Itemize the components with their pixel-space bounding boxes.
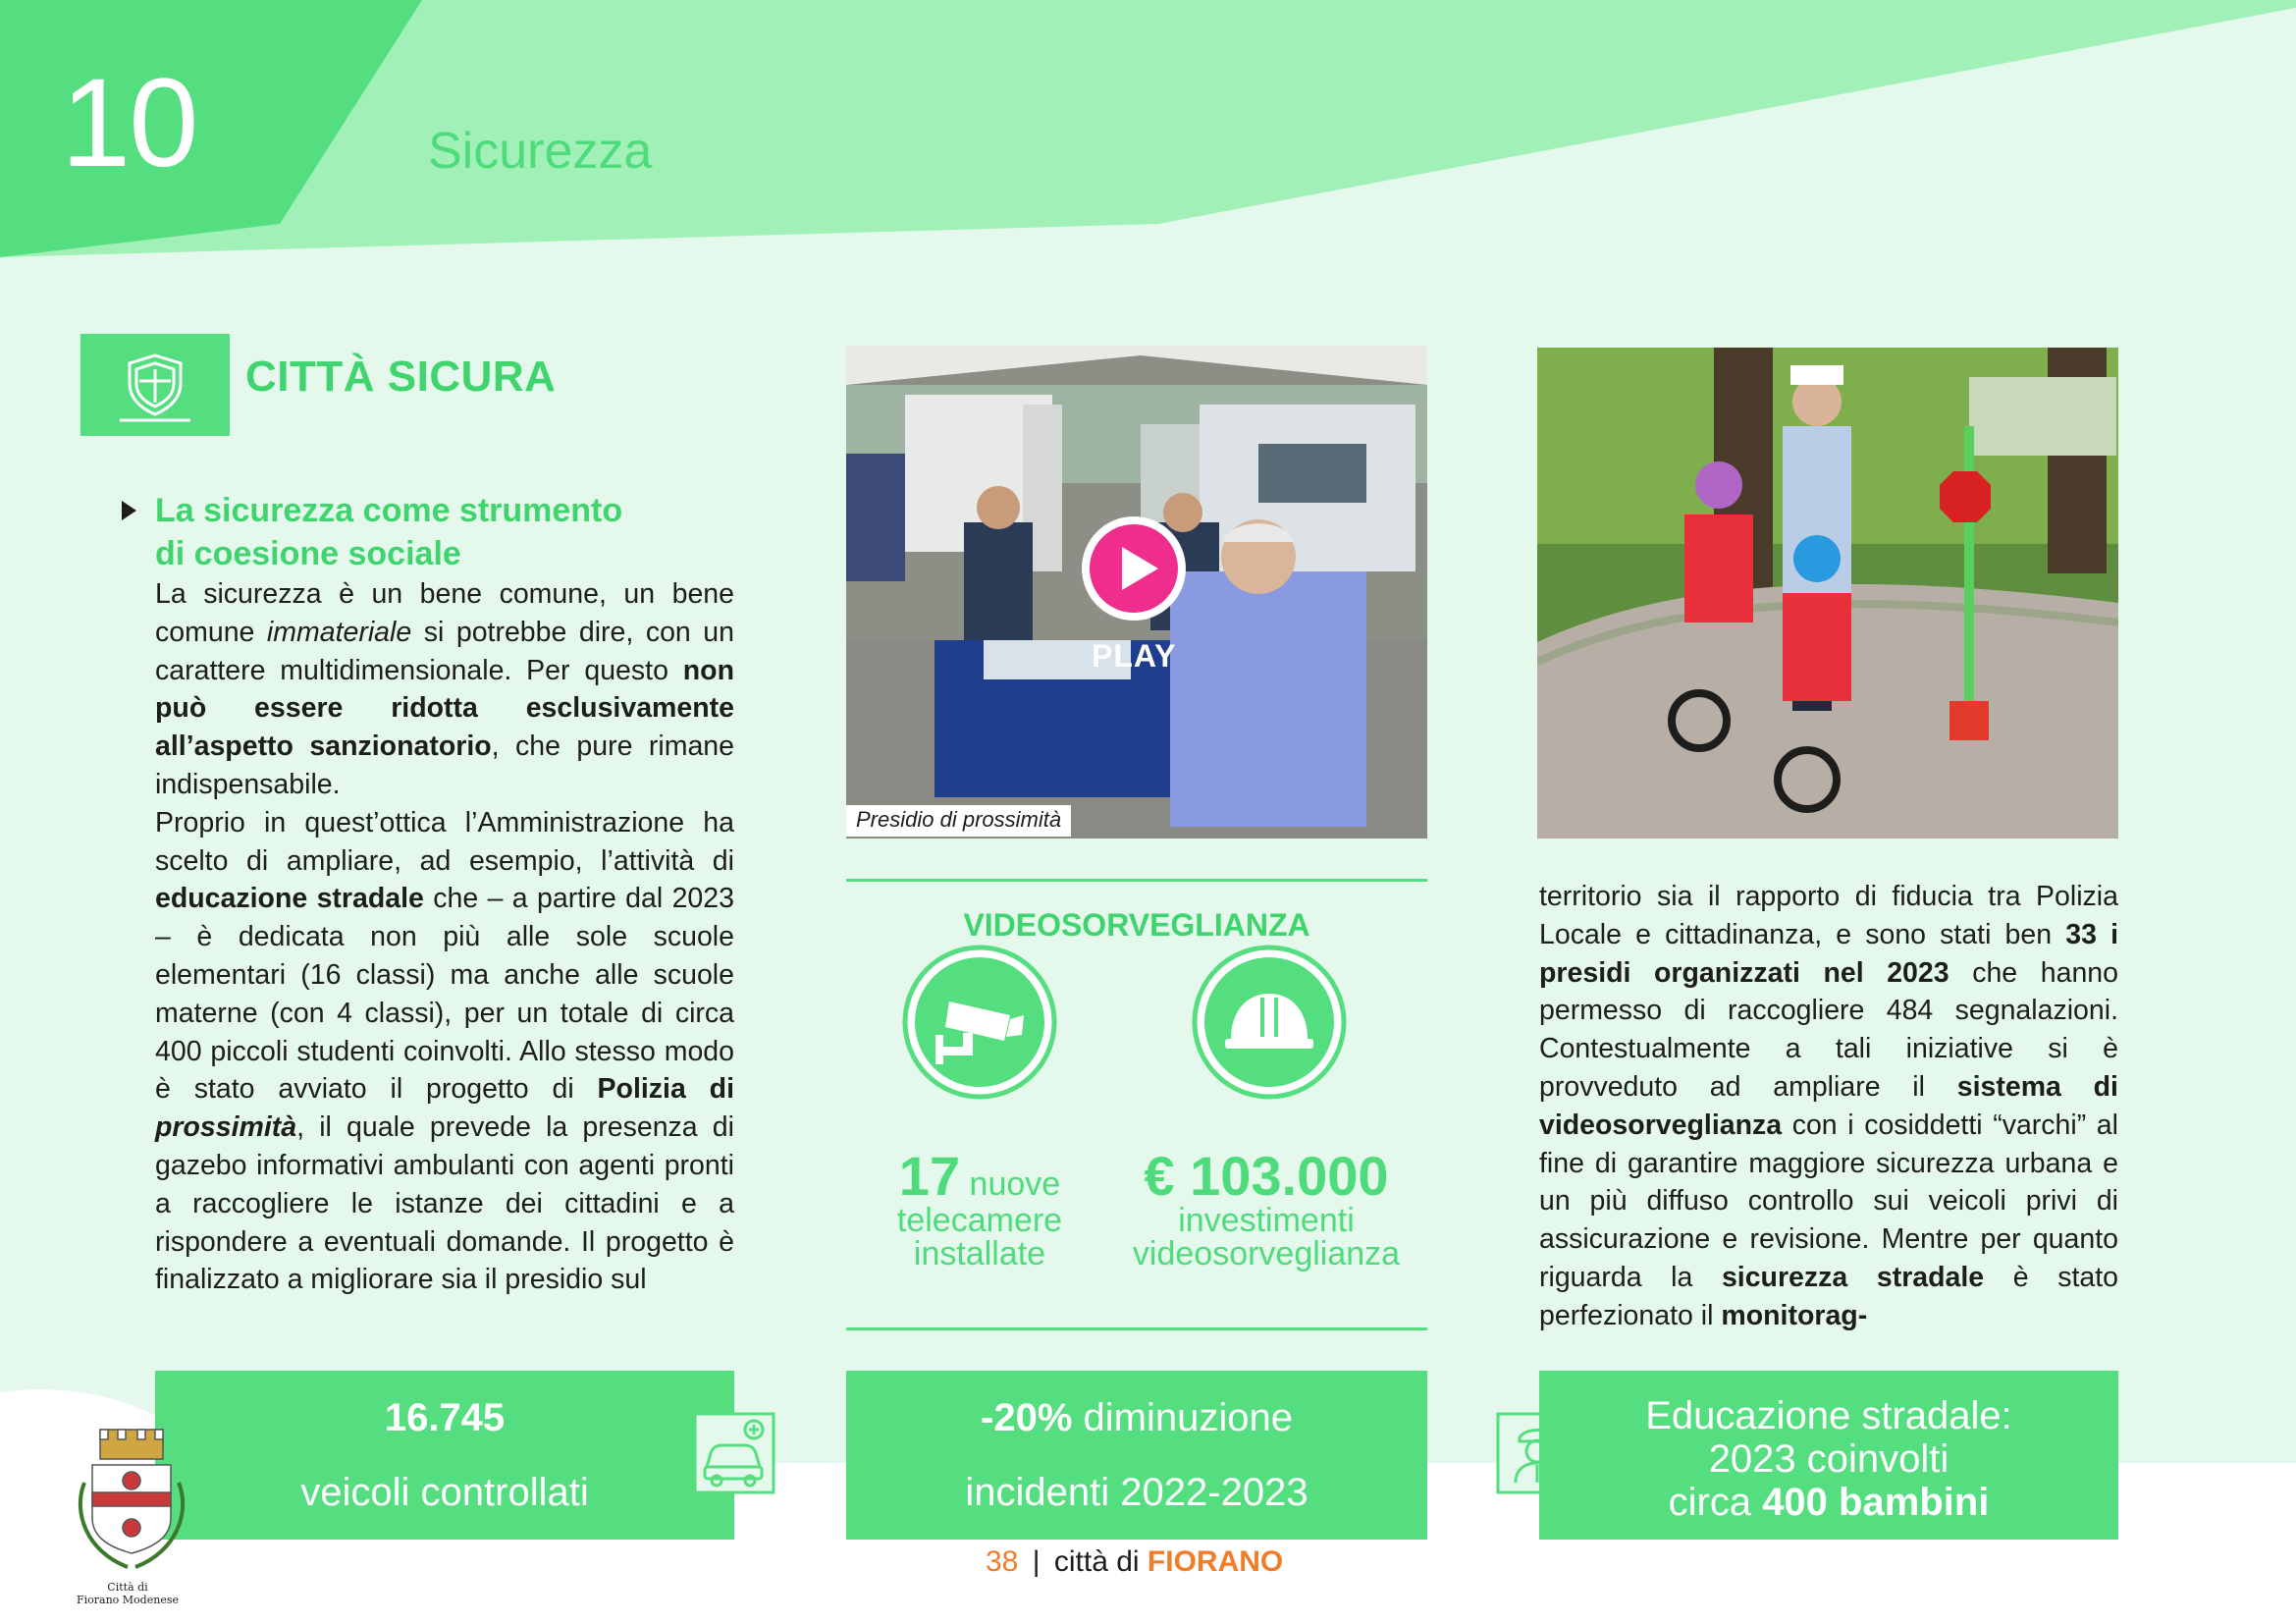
chapter-number: 10: [61, 53, 197, 193]
footer-prefix: città di: [1053, 1545, 1148, 1578]
play-label[interactable]: PLAY: [1092, 638, 1177, 674]
subheading: [155, 489, 705, 575]
stat-investment: € 103.000 investimenti videosorveglianza: [1111, 1149, 1421, 1271]
divider-bottom: [846, 1327, 1427, 1330]
stat-box-education: [1539, 1371, 2118, 1540]
incidents-reduction: -20% diminuzione: [981, 1396, 1293, 1439]
footer-brand: FIORANO: [1147, 1545, 1284, 1578]
road-education-photo: [1537, 348, 2118, 839]
bullet-arrow-icon: [122, 501, 136, 520]
column1-body: [155, 575, 734, 1299]
chapter-title: Sicurezza: [428, 123, 653, 180]
education-title: Educazione stradale:: [1645, 1394, 2012, 1437]
education-count: circa 400 bambini: [1668, 1481, 1990, 1524]
shield-icon: [80, 334, 230, 436]
logo-caption: Città di Fiorano Modenese: [77, 1581, 179, 1606]
vehicles-count: 16.745: [384, 1396, 506, 1439]
vehicles-label: veicoli controllati: [300, 1471, 589, 1514]
hard-hat-icon: [1192, 945, 1347, 1100]
stat-box-incidents: [846, 1371, 1427, 1540]
police-car-icon: [693, 1412, 775, 1494]
section-title: CITTÀ SICURA: [245, 352, 557, 401]
play-icon[interactable]: [1078, 513, 1190, 624]
education-year: 2023 coinvolti: [1708, 1437, 1949, 1481]
cctv-camera-icon: [902, 945, 1057, 1100]
column3-body: territorio sia il rapporto di fiducia tra Polizia Locale e cittadinanza, e sono stati ben 33 i presidi organizzati nel 2023 che hanno permesso di raccogliere 484 segnalazioni. Contestualmente a tali iniziative si è provveduto ad ampliare il sistema di videosorveglianza con i cosiddetti “varchi” al fine di garantire maggiore sicurezza urbana e un più diffuso controllo sui veicoli privi di assicurazione e revisione. Mentre per quanto riguarda la sicurezza stradale è stato perfezionato il monitorag-: [1539, 881, 2118, 1331]
subheading-line-2: di coesione sociale: [155, 535, 461, 572]
coat-of-arms-icon: [63, 1424, 200, 1579]
stat-cameras: 17 nuove telecamere installate: [896, 1145, 1063, 1272]
subheading-line-1: La sicurezza come strumento: [155, 492, 623, 529]
investment-amount: € 103.000: [1144, 1145, 1389, 1207]
footer-separator: |: [1032, 1545, 1041, 1578]
stat-box-vehicles: [155, 1371, 734, 1540]
divider-top: [846, 879, 1427, 882]
paragraph-1: La sicurezza è un bene comune, un bene comune immateriale si potrebbe dire, con un carattere multidimensionale. Per questo non può essere ridotta esclusivamente all’aspetto sanzionatorio, che pure rimane indispensabile.: [155, 578, 735, 800]
paragraph-2: Proprio in quest’ottica l’Amministrazione ha scelto di ampliare, ad esempio, l’attività di educazione stradale che – a partire dal 2023 – è dedicata non più alle sole scuole elementari (16 classi) ma anche alle scuole materne (con 4 classi), per un totale di circa 400 piccoli studenti coinvolti. Allo stesso modo è stato avviato il progetto di Polizia di prossimità, il quale prevede la presenza di gazebo informativi ambulanti con agenti pronti a raccogliere le istanze dei cittadini e a rispondere a eventuali domande. Il progetto è finalizzato a migliorare sia il presidio sul: [155, 806, 734, 1296]
incidents-period: incidenti 2022-2023: [965, 1471, 1308, 1514]
section-icon-box: [80, 334, 230, 436]
page-footer: [986, 1545, 1283, 1579]
videosorveglianza-title: VIDEOSORVEGLIANZA: [963, 907, 1310, 943]
cameras-count: 17: [898, 1145, 961, 1207]
photo-caption: Presidio di prossimità: [846, 805, 1071, 837]
page-number: 38: [986, 1545, 1019, 1578]
children-bikes-photo: [1537, 348, 2118, 839]
